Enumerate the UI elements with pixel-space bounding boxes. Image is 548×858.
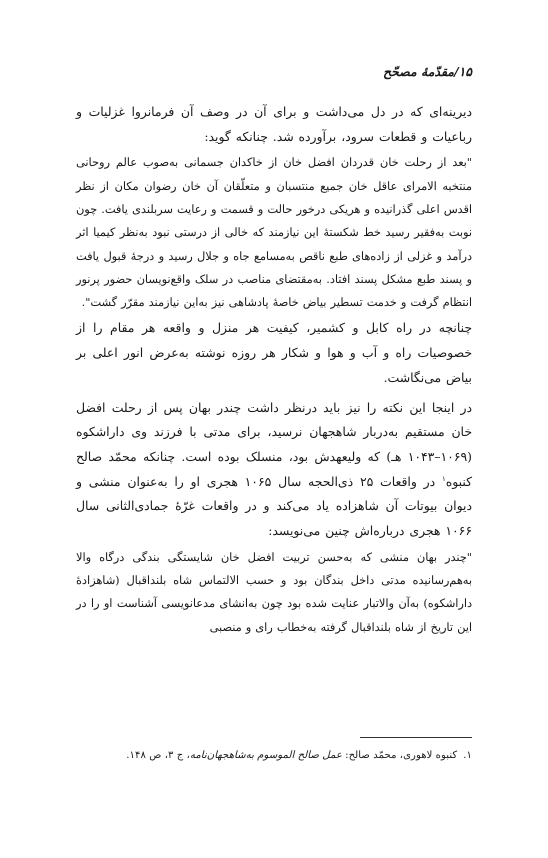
running-head: ۱۵/مقدّمهٔ مصحّح (382, 64, 472, 79)
footnote-number: ۱. (463, 750, 472, 761)
footnote-divider (360, 737, 472, 738)
quotation-1: "بعد از رحلت خان قدردان افضل خان از خاکدان جسمانی به‌صوب عالم روحانی منتخبه الامرای عاقل خان جمیع منتسبان و متعلّقان آن خان رضوان مکان از نظر اقدس اعلی گذرانیده و هریکی درخور حالت و قسمت و رعایت سربلندی یافت. چون نوبت به‌فقیر رسید خط شکستهٔ این نیازمند که خالی از درستی نبود به‌نظر کیمیا اثر درآمد و غزلی از زاده‌های طبع ناقص به‌مسامع جاه و جلال رسید و درجهٔ قبول یافت و پسند طبع مشکل پسند افتاد. به‌مقتضای مناصب در سلک واقع‌نویسان حضور پرنور انتظام گرفت و خدمت تسطیر بیاض خاصهٔ پادشاهی نیز به‌این نیازمند مقرّر گشت". (76, 156, 472, 310)
footnote (76, 747, 472, 765)
quotation-2: "چندر بهان منشی که به‌حسن تربیت افضل خان شایستگی بندگی درگاه والا به‌هم‌رسانیده مدتی داخل بندگان بود و حسب الالتماس شاه بلنداقبال (شاهزادهٔ داراشکوه) به‌آن والاتبار عنایت شده بود چون به‌انشای مدعانویسی آشناست او را در این تاریخ از شاه بلنداقبال گرفته به‌خطاب رای و منصبی (76, 550, 472, 634)
paragraph-3-text-end: در واقعات ۲۵ ذی‌الحجه سال ۱۰۶۵ هجری او را به‌عنوان منشی و دیوان بیوتات آن شاهزاده یاد می‌کند و در واقعات غرّهٔ جمادی‌الثانی سال ۱۰۶۶ هجری درباره‌اش چنین می‌نویسد: (76, 473, 472, 539)
footnote-reference: ۱ (441, 474, 446, 483)
footnote-details: ، ج ۳، ص ۱۴۸. (126, 750, 190, 761)
paragraph-3-text-start: در اینجا این نکته را نیز باید درنظر داشت چندر بهان پس از رحلت افضل خان مستقیم به‌دربار شاهجهان نرسید، برای مدتی با فرزند وی داراشکوه (۱۰۶۹–۱۰۴۳ هـ) که ولیعهدش بود، منسلک بوده است. چنانکه محمّد صالح کنبوه (76, 399, 472, 489)
footnote-author: کنبوه لاهوری، محمّد صالح: (341, 750, 458, 761)
paragraph-2: چنانچه در راه کابل و کشمیر، کیفیت هر منزل و واقعه هر مقام را از خصوصیات راه و آب و هوا و شکار هر روزه نوشته به‌عرض انور اعلی بر بیاض می‌نگاشت. (76, 320, 472, 385)
body-text (76, 100, 472, 639)
footnote-title: عمل صالح الموسوم به‌شاهجهان‌نامه (189, 750, 342, 761)
paragraph-3 (76, 396, 472, 544)
paragraph-1: دیرینه‌ای که در دل می‌داشت و برای آن در وصف آن فرمانروا غزلیات و رباعیات و قطعات سرود، برآورده شد. چنانکه گوید: (76, 104, 472, 144)
document-page (76, 0, 472, 858)
